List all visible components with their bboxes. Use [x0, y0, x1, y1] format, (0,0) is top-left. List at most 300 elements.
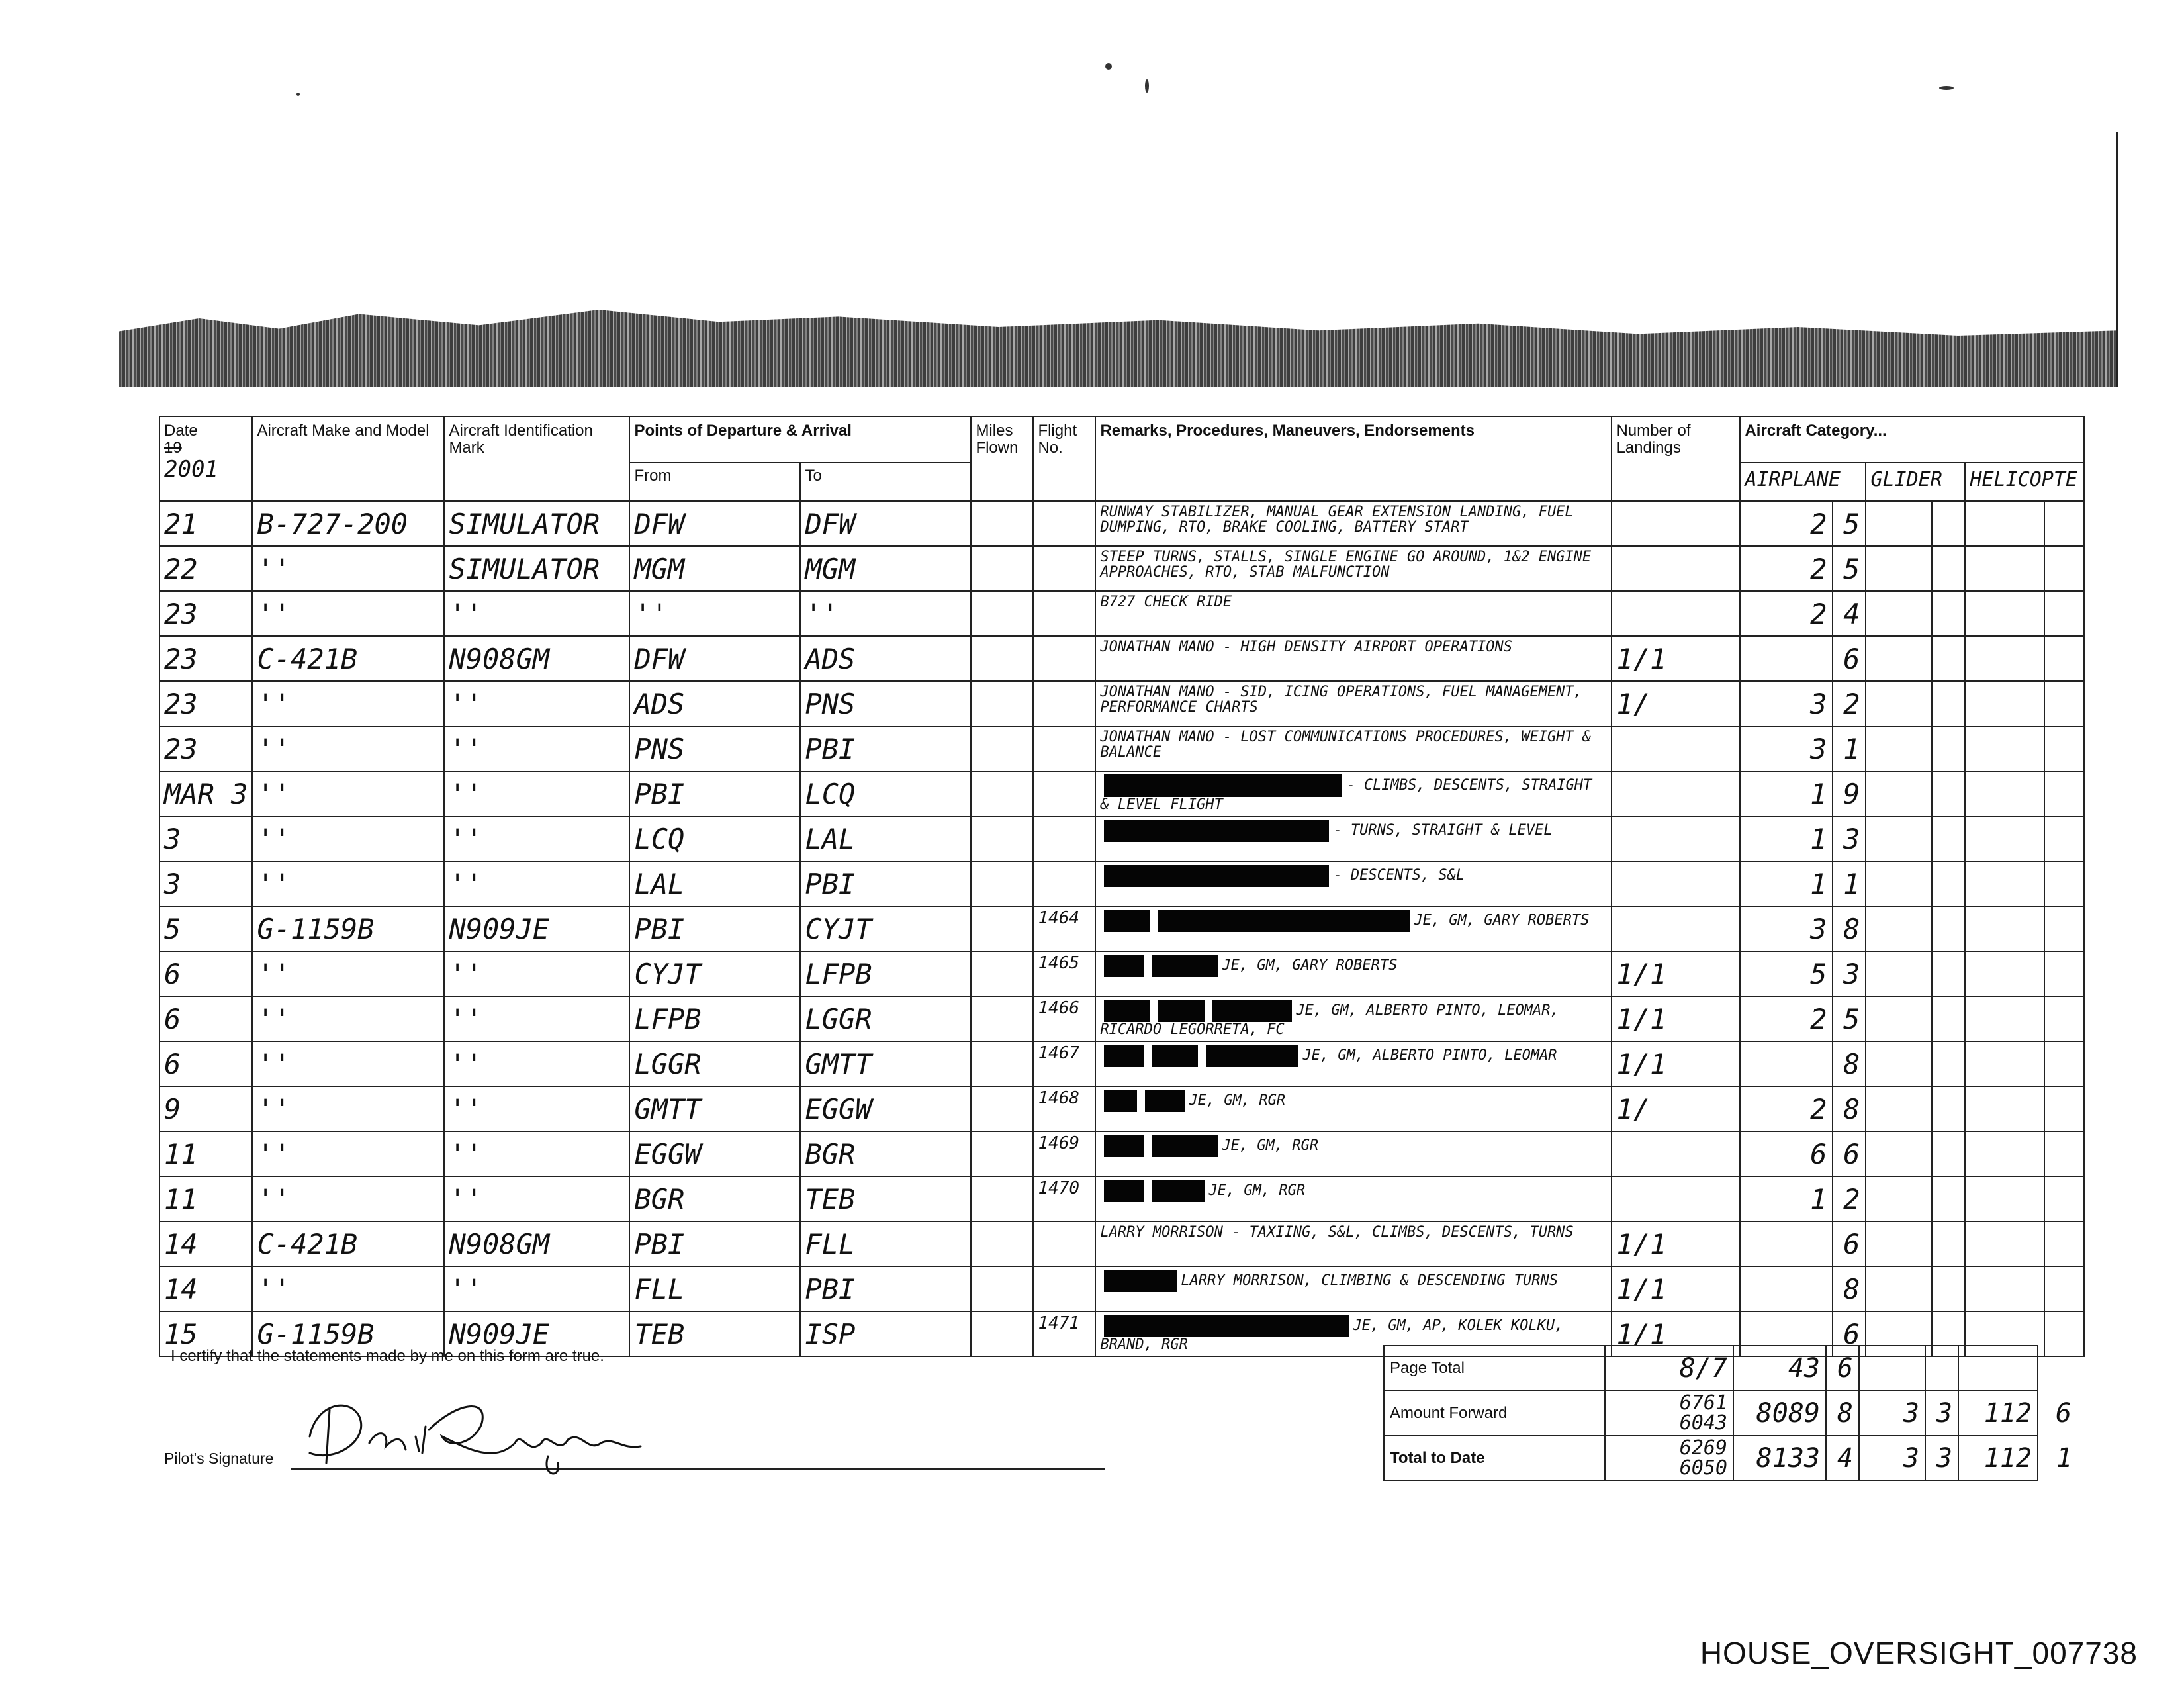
redaction-bar: [1104, 1270, 1177, 1292]
aircraft-ident: '': [444, 861, 629, 906]
landings: [1612, 816, 1740, 861]
remarks: [1095, 1086, 1612, 1131]
redaction-bar: [1145, 1090, 1185, 1112]
airplane-tenths: 3: [1833, 816, 1866, 861]
airplane-hours: [1740, 636, 1833, 681]
glider-tenths: [1932, 501, 1965, 546]
departure: DFW: [629, 636, 800, 681]
landings: 1/1: [1612, 951, 1740, 996]
landings: 1/: [1612, 681, 1740, 726]
landings: [1612, 861, 1740, 906]
aircraft-make: '': [252, 951, 444, 996]
aircraft-ident: '': [444, 771, 629, 816]
glider-hours: [1866, 636, 1932, 681]
miles-flown: [971, 1041, 1033, 1086]
glider-hours: [1866, 951, 1932, 996]
amount-forward-landings: 6761 6043: [1605, 1391, 1733, 1436]
heli-hours: [1965, 1041, 2044, 1086]
table-row: [159, 591, 2084, 636]
heli-hours: [1965, 546, 2044, 591]
remarks-text: - TURNS, STRAIGHT & LEVEL: [1333, 822, 1553, 839]
heli-hours: [1965, 726, 2044, 771]
remarks-text: JONATHAN MANO - HIGH DENSITY AIRPORT OPERATIONS: [1100, 639, 1512, 655]
redaction-bar: [1104, 865, 1329, 887]
departure: TEB: [629, 1311, 800, 1356]
departure: MGM: [629, 546, 800, 591]
aircraft-ident: '': [444, 1266, 629, 1311]
aircraft-ident: N908GM: [444, 1221, 629, 1266]
landings: [1612, 906, 1740, 951]
flight-number: 1467: [1033, 1041, 1095, 1086]
heli-hours: [1965, 906, 2044, 951]
airplane-tenths: 8: [1833, 1086, 1866, 1131]
redaction-bar: [1206, 1045, 1298, 1067]
heli-hours: [1965, 1221, 2044, 1266]
heli-tenths: [2044, 726, 2084, 771]
aircraft-make: '': [252, 996, 444, 1041]
glider-tenths: [1932, 546, 1965, 591]
heli-tenths: [2044, 1221, 2084, 1266]
table-row: [159, 546, 2084, 591]
aircraft-ident: '': [444, 1176, 629, 1221]
flight-number: 1464: [1033, 906, 1095, 951]
redaction-bar: [1152, 1135, 1218, 1157]
aircraft-make: '': [252, 1041, 444, 1086]
entry-date: 6: [159, 996, 252, 1041]
departure: LAL: [629, 861, 800, 906]
remarks-text: JE, GM, RGR: [1189, 1092, 1286, 1109]
entry-date: 11: [159, 1176, 252, 1221]
page-total-landings: 8/7: [1605, 1346, 1733, 1391]
airplane-hours: 1: [1740, 771, 1833, 816]
aircraft-ident: N909JE: [444, 1311, 629, 1356]
flight-number: [1033, 546, 1095, 591]
entry-date: 14: [159, 1266, 252, 1311]
table-row: [159, 1176, 2084, 1221]
remarks-text: JE, GM, AP, KOLEK KOLKU, BRAND, RGR: [1100, 1317, 1564, 1353]
table-row: [159, 1086, 2084, 1131]
flight-number: 1468: [1033, 1086, 1095, 1131]
glider-hours: [1866, 1041, 1932, 1086]
airplane-hours: 5: [1740, 951, 1833, 996]
airplane-hours: 1: [1740, 861, 1833, 906]
airplane-tenths: 6: [1833, 1131, 1866, 1176]
airplane-hours: 3: [1740, 726, 1833, 771]
flight-number: 1470: [1033, 1176, 1095, 1221]
category-airplane: AIRPLANE: [1740, 463, 1866, 501]
redaction-bar: [1104, 1090, 1137, 1112]
aircraft-ident: SIMULATOR: [444, 501, 629, 546]
aircraft-make: '': [252, 816, 444, 861]
miles-flown: [971, 861, 1033, 906]
category-helicopter: HELICOPTE: [1965, 463, 2084, 501]
arrival: LGGR: [800, 996, 971, 1041]
total-to-date-glider-hours: 3: [1859, 1436, 1925, 1481]
landings-header: Number of Landings: [1612, 416, 1740, 501]
heli-tenths: [2044, 681, 2084, 726]
glider-tenths: [1932, 816, 1965, 861]
airplane-tenths: 9: [1833, 771, 1866, 816]
aircraft-ident: '': [444, 996, 629, 1041]
heli-tenths: [2044, 591, 2084, 636]
airplane-tenths: 8: [1833, 906, 1866, 951]
total-to-date-landings: 6269 6050: [1605, 1436, 1733, 1481]
flight-number: 1469: [1033, 1131, 1095, 1176]
date-header: Date 19 2001: [159, 416, 252, 501]
flight-number: [1033, 591, 1095, 636]
aircraft-ident: '': [444, 1086, 629, 1131]
aircraft-make: '': [252, 591, 444, 636]
airplane-tenths: 1: [1833, 726, 1866, 771]
heli-tenths: [2044, 816, 2084, 861]
heli-tenths: [2044, 1086, 2084, 1131]
remarks-text: - CLIMBS, DESCENTS, STRAIGHT & LEVEL FLIGHT: [1100, 777, 1592, 813]
arrival: LAL: [800, 816, 971, 861]
heli-tenths: [2044, 1266, 2084, 1311]
landings: 1/1: [1612, 1311, 1740, 1356]
airplane-tenths: 4: [1833, 591, 1866, 636]
arrival: TEB: [800, 1176, 971, 1221]
airplane-tenths: 6: [1833, 1221, 1866, 1266]
arrival: LCQ: [800, 771, 971, 816]
aircraft-ident: '': [444, 816, 629, 861]
aircraft-make: '': [252, 1086, 444, 1131]
airplane-hours: 2: [1740, 996, 1833, 1041]
departure: LFPB: [629, 996, 800, 1041]
arrival: PBI: [800, 861, 971, 906]
glider-hours: [1866, 816, 1932, 861]
flight-header: Flight No.: [1033, 416, 1095, 501]
remarks-text: LARRY MORRISON - TAXIING, S&L, CLIMBS, DESCENTS, TURNS: [1100, 1224, 1574, 1241]
glider-tenths: [1932, 951, 1965, 996]
scan-speck: [1939, 86, 1954, 90]
glider-tenths: [1932, 906, 1965, 951]
miles-flown: [971, 1311, 1033, 1356]
remarks-text: JE, GM, ALBERTO PINTO, LEOMAR, RICARDO LEGORRETA, FC: [1100, 1002, 1559, 1038]
glider-tenths: [1932, 1041, 1965, 1086]
remarks: [1095, 951, 1612, 996]
heli-hours: [1965, 501, 2044, 546]
aircraft-make: '': [252, 771, 444, 816]
signature-label: Pilot's Signature: [164, 1450, 274, 1467]
entry-date: 5: [159, 906, 252, 951]
departure: LCQ: [629, 816, 800, 861]
flight-number: [1033, 771, 1095, 816]
remarks: [1095, 1221, 1612, 1266]
redaction-bar: [1212, 1000, 1292, 1022]
departure: PBI: [629, 1221, 800, 1266]
to-header: To: [800, 463, 971, 501]
remarks-text: - DESCENTS, S&L: [1333, 867, 1465, 884]
remarks-text: JE, GM, GARY ROBERTS: [1414, 912, 1590, 929]
remarks-text: JONATHAN MANO - LOST COMMUNICATIONS PROCEDURES, WEIGHT & BALANCE: [1100, 729, 1592, 761]
scan-speck: [1105, 63, 1112, 70]
landings: [1612, 501, 1740, 546]
entry-date: 23: [159, 726, 252, 771]
entry-date: 11: [159, 1131, 252, 1176]
remarks: [1095, 1266, 1612, 1311]
entry-date: 3: [159, 816, 252, 861]
landings: [1612, 546, 1740, 591]
table-row: [159, 1266, 2084, 1311]
miles-flown: [971, 501, 1033, 546]
glider-tenths: [1932, 726, 1965, 771]
departure: PBI: [629, 771, 800, 816]
heli-hours: [1965, 1131, 2044, 1176]
airplane-hours: [1740, 1266, 1833, 1311]
arrival: PBI: [800, 726, 971, 771]
miles-flown: [971, 1176, 1033, 1221]
scan-edge-rule: [2116, 132, 2118, 387]
airplane-hours: 6: [1740, 1131, 1833, 1176]
remarks-text: B727 CHECK RIDE: [1100, 594, 1232, 610]
flight-number: [1033, 1266, 1095, 1311]
redaction-bar: [1152, 1045, 1198, 1067]
total-to-date-glider-tenths: 3: [1925, 1436, 1958, 1481]
redaction-bar: [1152, 955, 1218, 977]
table-row: [159, 861, 2084, 906]
aircraft-ident: SIMULATOR: [444, 546, 629, 591]
miles-flown: [971, 1221, 1033, 1266]
page-total-glider-hours: [1859, 1346, 1925, 1391]
arrival: GMTT: [800, 1041, 971, 1086]
landings: [1612, 1176, 1740, 1221]
glider-hours: [1866, 996, 1932, 1041]
heli-hours: [1965, 951, 2044, 996]
amount-forward-glider-hours: 3: [1859, 1391, 1925, 1436]
flight-number: [1033, 1221, 1095, 1266]
redaction-bar: [1104, 820, 1329, 842]
miles-flown: [971, 1131, 1033, 1176]
glider-hours: [1866, 1131, 1932, 1176]
glider-tenths: [1932, 1176, 1965, 1221]
landings: [1612, 726, 1740, 771]
amount-forward-heli-hours: 112: [1958, 1391, 2038, 1436]
table-row: [159, 501, 2084, 546]
aircraft-make: C-421B: [252, 636, 444, 681]
table-row: [159, 771, 2084, 816]
page-total-airplane-hours: 43: [1733, 1346, 1826, 1391]
heli-tenths: [2044, 861, 2084, 906]
amount-forward-row: [1384, 1391, 2077, 1436]
table-row: [159, 636, 2084, 681]
aircraft-make: '': [252, 726, 444, 771]
landings: 1/1: [1612, 1221, 1740, 1266]
airplane-tenths: 2: [1833, 1176, 1866, 1221]
heli-tenths: [2044, 906, 2084, 951]
glider-hours: [1866, 1266, 1932, 1311]
amount-forward-heli-tenths: 6: [2055, 1398, 2071, 1429]
amount-forward-airplane-hours: 8089: [1733, 1391, 1826, 1436]
miles-header: Miles Flown: [971, 416, 1033, 501]
totals-table: [1383, 1345, 2078, 1481]
arrival: PNS: [800, 681, 971, 726]
flight-number: [1033, 681, 1095, 726]
glider-hours: [1866, 1221, 1932, 1266]
airplane-tenths: 5: [1833, 546, 1866, 591]
total-to-date-heli-hours: 112: [1958, 1436, 2038, 1481]
redaction-bar: [1104, 910, 1150, 932]
total-to-date-row: [1384, 1436, 2077, 1481]
heli-tenths: [2044, 951, 2084, 996]
landings: 1/1: [1612, 1041, 1740, 1086]
remarks-text: JE, GM, GARY ROBERTS: [1222, 957, 1398, 974]
entry-date: 3: [159, 861, 252, 906]
aircraft-ident: '': [444, 1131, 629, 1176]
remarks-text: LARRY MORRISON, CLIMBING & DESCENDING TURNS: [1181, 1272, 1558, 1289]
aircraft-make: C-421B: [252, 1221, 444, 1266]
airplane-hours: 2: [1740, 1086, 1833, 1131]
airplane-tenths: 2: [1833, 681, 1866, 726]
from-header: From: [629, 463, 800, 501]
airplane-hours: 2: [1740, 591, 1833, 636]
miles-flown: [971, 591, 1033, 636]
total-to-date-airplane-hours: 8133: [1733, 1436, 1826, 1481]
make-header: Aircraft Make and Model: [252, 416, 444, 501]
landings: [1612, 771, 1740, 816]
remarks-text: JE, GM, RGR: [1222, 1137, 1319, 1154]
remarks: [1095, 1131, 1612, 1176]
entry-date: 9: [159, 1086, 252, 1131]
table-row: [159, 816, 2084, 861]
document-id: HOUSE_OVERSIGHT_007738: [1700, 1636, 2138, 1670]
aircraft-ident: '': [444, 591, 629, 636]
glider-tenths: [1932, 636, 1965, 681]
aircraft-ident: N908GM: [444, 636, 629, 681]
miles-flown: [971, 726, 1033, 771]
aircraft-make: G-1159B: [252, 906, 444, 951]
heli-hours: [1965, 1086, 2044, 1131]
arrival: ISP: [800, 1311, 971, 1356]
redaction-bar: [1104, 1315, 1349, 1337]
redaction-bar: [1104, 1135, 1144, 1157]
remarks-text: JE, GM, RGR: [1208, 1182, 1306, 1199]
arrival: LFPB: [800, 951, 971, 996]
table-row: [159, 1221, 2084, 1266]
flight-number: [1033, 636, 1095, 681]
remarks-header: Remarks, Procedures, Maneuvers, Endorsements: [1095, 416, 1612, 501]
redaction-bar: [1152, 1180, 1205, 1202]
entry-date: 23: [159, 681, 252, 726]
aircraft-make: G-1159B: [252, 1311, 444, 1356]
aircraft-ident: '': [444, 1041, 629, 1086]
logbook-table: [159, 416, 2085, 1357]
table-row: [159, 996, 2084, 1041]
table-row: [159, 726, 2084, 771]
glider-tenths: [1932, 1221, 1965, 1266]
aircraft-make: '': [252, 546, 444, 591]
remarks: [1095, 591, 1612, 636]
arrival: DFW: [800, 501, 971, 546]
aircraft-make: '': [252, 1266, 444, 1311]
aircraft-make: '': [252, 861, 444, 906]
table-row: [159, 951, 2084, 996]
remarks: [1095, 636, 1612, 681]
departure: EGGW: [629, 1131, 800, 1176]
airplane-tenths: 3: [1833, 951, 1866, 996]
ident-header: Aircraft Identification Mark: [444, 416, 629, 501]
redaction-bar: [1104, 1045, 1144, 1067]
remarks: [1095, 906, 1612, 951]
page-total-row: [1384, 1346, 2077, 1391]
miles-flown: [971, 996, 1033, 1041]
departure: '': [629, 591, 800, 636]
pilot-signature: [296, 1390, 667, 1483]
category-header: Aircraft Category...: [1740, 416, 2084, 463]
glider-tenths: [1932, 591, 1965, 636]
redaction-bar: [1158, 910, 1410, 932]
table-row: [159, 1041, 2084, 1086]
heli-tenths: [2044, 546, 2084, 591]
certification-statement: I certify that the statements made by me on this form are true.: [171, 1347, 604, 1365]
airplane-hours: 3: [1740, 681, 1833, 726]
amount-forward-label: Amount Forward: [1384, 1391, 1605, 1436]
miles-flown: [971, 681, 1033, 726]
glider-hours: [1866, 726, 1932, 771]
remarks-text: JONATHAN MANO - SID, ICING OPERATIONS, FUEL MANAGEMENT, PERFORMANCE CHARTS: [1100, 684, 1582, 716]
heli-tenths: [2044, 501, 2084, 546]
airplane-hours: [1740, 1221, 1833, 1266]
entry-date: MAR 3: [159, 771, 252, 816]
arrival: '': [800, 591, 971, 636]
page-total-airplane-tenths: 6: [1826, 1346, 1859, 1391]
departure: PBI: [629, 906, 800, 951]
glider-hours: [1866, 771, 1932, 816]
miles-flown: [971, 816, 1033, 861]
remarks: [1095, 681, 1612, 726]
miles-flown: [971, 1266, 1033, 1311]
heli-hours: [1965, 681, 2044, 726]
amount-forward-glider-tenths: 3: [1925, 1391, 1958, 1436]
departure: FLL: [629, 1266, 800, 1311]
miles-flown: [971, 771, 1033, 816]
landings: [1612, 591, 1740, 636]
airplane-hours: 1: [1740, 1176, 1833, 1221]
airplane-hours: [1740, 1041, 1833, 1086]
remarks: [1095, 816, 1612, 861]
year-written: 2001: [164, 455, 218, 483]
heli-hours: [1965, 591, 2044, 636]
total-to-date-heli-tenths: 1: [2056, 1443, 2072, 1474]
page-total-heli-hours: [1958, 1346, 2038, 1391]
aircraft-ident: '': [444, 951, 629, 996]
heli-hours: [1965, 636, 2044, 681]
airplane-hours: 2: [1740, 546, 1833, 591]
glider-hours: [1866, 591, 1932, 636]
landings: 1/1: [1612, 996, 1740, 1041]
logbook-rows: [159, 501, 2084, 1356]
flight-number: [1033, 816, 1095, 861]
arrival: PBI: [800, 1266, 971, 1311]
flight-number: [1033, 726, 1095, 771]
airplane-tenths: 5: [1833, 501, 1866, 546]
aircraft-make: '': [252, 1176, 444, 1221]
miles-flown: [971, 951, 1033, 996]
remarks: [1095, 996, 1612, 1041]
redaction-bar: [1104, 1000, 1150, 1022]
glider-tenths: [1932, 861, 1965, 906]
heli-tenths: [2044, 771, 2084, 816]
airplane-hours: 1: [1740, 816, 1833, 861]
scan-speck: [296, 93, 300, 96]
glider-tenths: [1932, 1131, 1965, 1176]
entry-date: 22: [159, 546, 252, 591]
airplane-hours: 2: [1740, 501, 1833, 546]
flight-number: 1466: [1033, 996, 1095, 1041]
points-header: Points of Departure & Arrival: [629, 416, 971, 463]
redaction-bar: [1104, 774, 1342, 797]
landings: 1/1: [1612, 636, 1740, 681]
